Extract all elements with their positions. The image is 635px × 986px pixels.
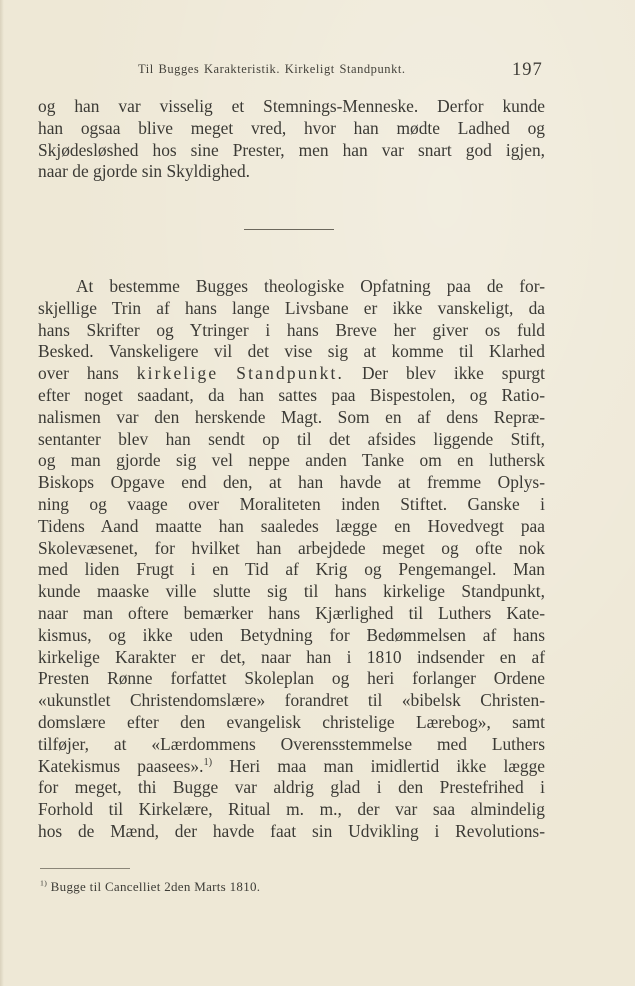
text-line: domslære efter den evangelisk christelige Lærebog», samt (38, 711, 545, 732)
text-line: kunde maaske ville slutte sig til hans kirkelige Standpunkt, (38, 581, 545, 602)
text-line: Tidens Aand maatte han saaledes lægge en Hovedvegt paa (38, 515, 545, 536)
text-line: efter noget saadant, da han sattes paa Bispestolen, og Ratio- (38, 384, 545, 405)
text-line: At bestemme Bugges theologiske Opfatning paa de for- (76, 276, 545, 296)
text-line: for meget, thi Bugge var aldrig glad i den Prestefrihed i (38, 777, 545, 798)
text-fragment: Der blev ikke spurgt (362, 363, 545, 384)
text-line: kirkelige Karakter er det, naar han i 1810 indsender en af (38, 646, 545, 667)
text-line: Besked. Vanskeligere vil det vise sig at komme til Klarhed (38, 341, 545, 362)
text-line: Presten Rønne forfattet Skoleplan og heri forlanger Ordene (38, 668, 545, 689)
text-line: skjellige Trin af hans lange Livsbane er ikke vanskeligt, da (38, 297, 545, 318)
text-fragment: Katekismus paasees». (38, 755, 204, 776)
text-line: Forhold til Kirkelære, Ritual m. m., der var saa almindelig (38, 799, 545, 820)
text-fragment: Heri maa man imidlertid ikke lægge (212, 755, 545, 776)
text-line: hos de Mænd, der havde faat sin Udvikling i Revolutions- (38, 820, 545, 841)
text-line: Skolevæsenet, for hvilket han arbejdede meget og ofte nok (38, 537, 545, 558)
footnote-reference[interactable]: 1) (203, 756, 213, 768)
running-head-title: Til Bugges Karakteristik. Kirkeligt Standpunkt. (138, 62, 406, 76)
text-line: kismus, og ikke uden Betydning for Bedømmelsen af hans (38, 624, 545, 645)
spaced-emphasis: kirkelige (136, 363, 219, 384)
text-line: tilføjer, at «Lærdommens Overensstemmelse med Luthers (38, 733, 545, 754)
text-line: ning og vaage over Moraliteten inden Stiftet. Ganske i (38, 493, 545, 514)
text-line: med liden Frugt i en Tid af Krig og Pengemangel. Man (38, 559, 545, 580)
text-line: Biskops Opgave end den, at han havde at fremme Oplys- (38, 472, 545, 493)
section-divider (244, 229, 334, 230)
text-line: og han var visselig et Stemnings-Menneske. Derfor kunde (38, 96, 545, 116)
text-line: sentanter blev han sendt op til det afsides liggende Stift, (38, 428, 545, 449)
text-line: «ukunstlet Christendomslære» forandret til «bibelsk Christen- (38, 690, 545, 711)
spaced-emphasis: Standpunkt. (236, 363, 345, 384)
text-line: naar man oftere bemærker hans Kjærlighed til Luthers Kate- (38, 602, 545, 623)
page-edge-shadow (0, 0, 4, 986)
footnote-marker: 1) (40, 878, 48, 888)
footnote-text: Bugge til Cancelliet 2den Marts 1810. (50, 879, 261, 894)
paragraph-1 (38, 96, 545, 183)
text-line-spaced (38, 363, 545, 385)
text-line: nalismen var den herskende Magt. Som en af dens Repræ- (38, 406, 545, 427)
text-line: naar de gjorde sin Skyldighed. (38, 161, 251, 182)
page-number: 197 (512, 60, 543, 80)
paragraph-2 (38, 276, 545, 843)
footnote-rule (40, 868, 130, 869)
footnote (40, 879, 260, 895)
text-line-with-footnote-ref (38, 756, 545, 778)
text-line: han ogsaa blive meget vred, hvor han mødte Ladhed og (38, 117, 545, 138)
text-fragment: over hans (38, 363, 119, 384)
running-head (0, 60, 635, 80)
text-line: hans Skrifter og Ytringer i hans Breve her giver os fuld (38, 319, 545, 340)
text-line: og man gjorde sig vel neppe anden Tanke om en luthersk (38, 450, 545, 471)
text-line: Skjødesløshed hos sine Prester, men han var snart god igjen, (38, 139, 545, 160)
